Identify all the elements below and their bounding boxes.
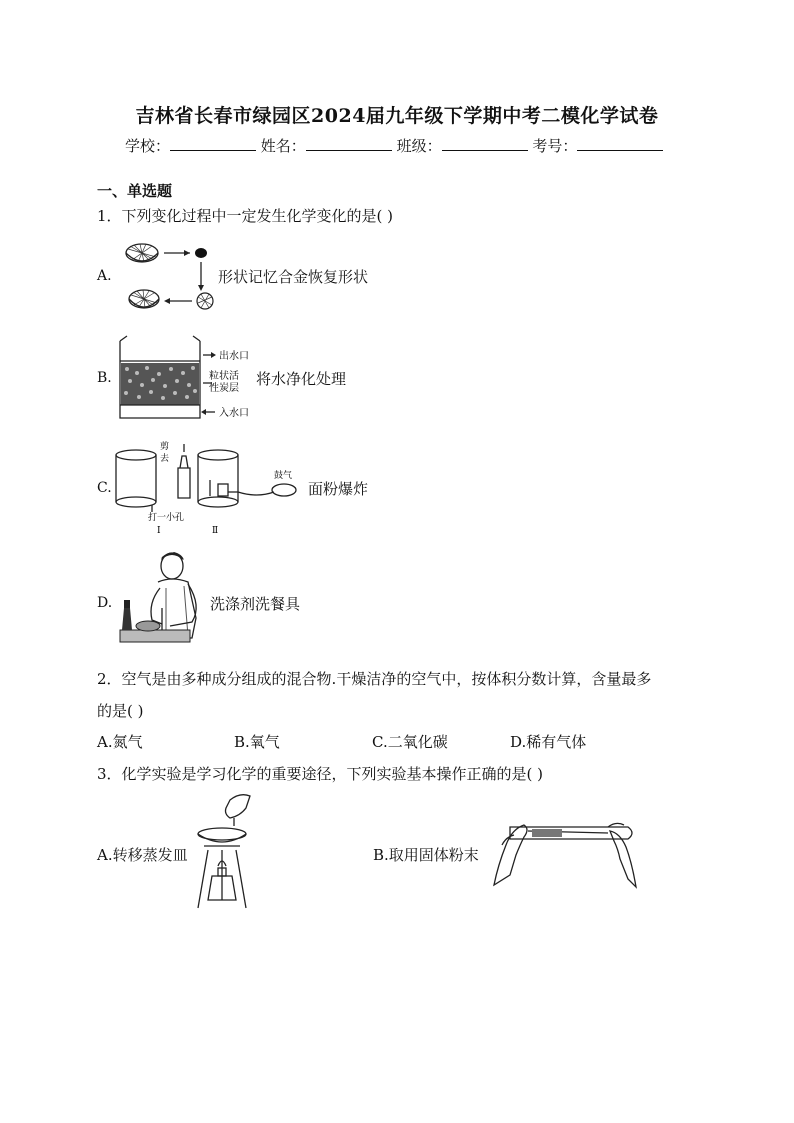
label-ii: Ⅱ (212, 526, 219, 536)
carbon-label-2: 性炭层 (209, 383, 239, 394)
carbon-label-1: 粒状活 (209, 371, 239, 382)
info-name-label: 姓名： (260, 137, 306, 155)
school-blank[interactable] (170, 136, 256, 151)
info-class-label: 班级： (396, 137, 442, 155)
memory-alloc-figure (122, 235, 217, 320)
exam-title: 吉林省长春市绿园区2024届九年级下学期中考二模化学试卷 (135, 105, 659, 127)
q2-stem-line1: 2．空气是由多种成分组成的混合物.干燥洁净的空气中，按体积分数计算，含量最多 (97, 670, 652, 688)
dishwashing-person-figure (118, 548, 206, 650)
class-blank[interactable] (442, 136, 528, 151)
q2-option-c: C.二氧化碳 (372, 733, 448, 751)
name-blank[interactable] (306, 136, 392, 151)
evaporating-dish-figure (190, 790, 260, 912)
q1-option-d-text: 洗涤剂洗餐具 (210, 595, 301, 613)
q3-option-b-text: B.取用固体粉末 (373, 846, 479, 864)
info-school-label: 学校： (125, 137, 171, 155)
water-purifier-figure (115, 333, 250, 423)
q1-option-c-text: 面粉爆炸 (308, 480, 369, 498)
q3-stem: 3．化学实验是学习化学的重要途径，下列实验基本操作正确的是( ) (97, 765, 544, 783)
cut-label-2: 去 (160, 454, 170, 464)
q2-option-a: A.氮气 (97, 733, 143, 751)
student-info-line (125, 135, 663, 156)
powder-test-tube-figure (488, 815, 648, 890)
q1-option-a-letter: A. (97, 268, 112, 284)
label-i: Ⅰ (157, 526, 161, 536)
hole-label: 打一小孔 (148, 513, 185, 523)
q2-stem-line2: 的是( ) (97, 702, 144, 720)
q1-option-c-letter: C. (97, 480, 112, 496)
section-heading: 一、单选题 (97, 182, 173, 200)
q2-option-d: D.稀有气体 (510, 733, 587, 751)
q3-option-a-text: A.转移蒸发皿 (97, 846, 188, 864)
q1-option-d-letter: D. (97, 595, 113, 611)
mesh-dish-top-icon (126, 244, 158, 262)
mesh-dish-bottom-icon (129, 290, 159, 308)
outlet-label: 出水口 (219, 351, 249, 362)
blow-label: 鼓气 (274, 471, 293, 481)
crumpled-mesh-icon (197, 293, 213, 309)
q1-stem: 1．下列变化过程中一定发生化学变化的是( ) (97, 207, 394, 225)
cut-label-1: 剪 (160, 442, 170, 452)
inlet-label: 入水口 (219, 408, 249, 419)
number-blank[interactable] (577, 136, 663, 151)
q1-option-b-letter: B. (97, 370, 112, 386)
flour-explosion-figure (112, 440, 307, 535)
q1-option-b-text: 将水净化处理 (256, 370, 347, 388)
q2-option-b: B.氧气 (234, 733, 280, 751)
info-number-label: 考号： (532, 137, 578, 155)
q1-option-a-text: 形状记忆合金恢复形状 (218, 268, 369, 286)
bellows-icon (272, 484, 296, 496)
crumpled-alloy-icon (195, 248, 207, 258)
